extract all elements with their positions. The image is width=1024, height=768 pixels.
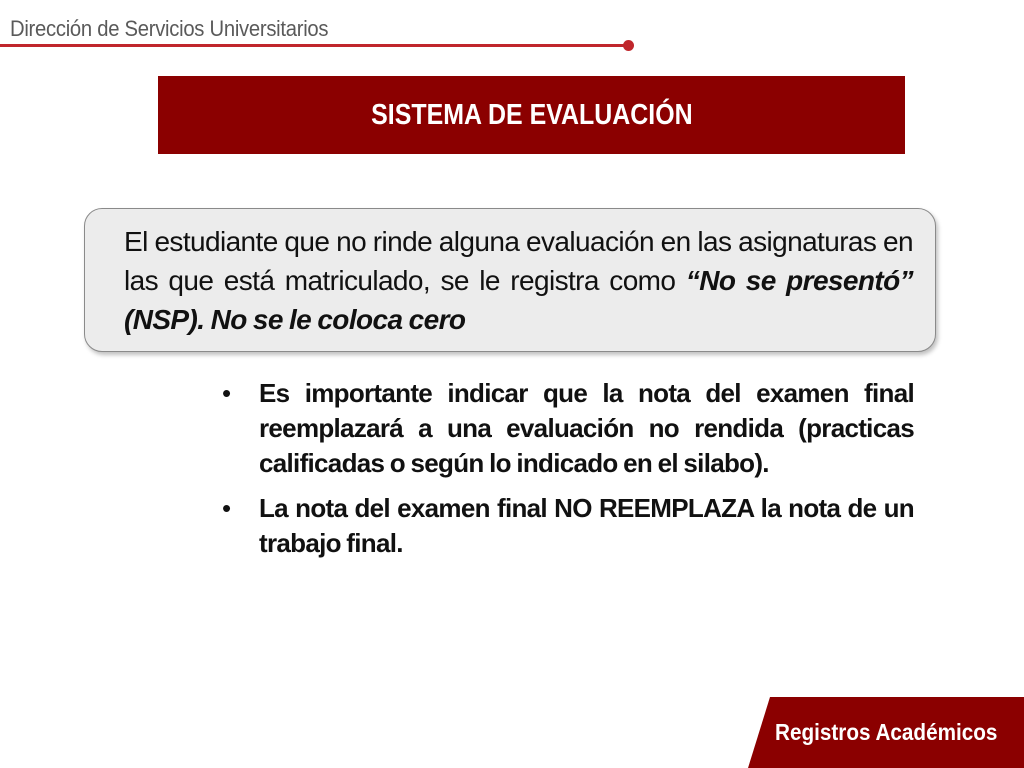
callout-text-emphasis: “No se presentó” (NSP). No se le coloca cero xyxy=(124,265,913,335)
callout-text xyxy=(124,222,913,339)
bullet-text: La nota del examen final NO REEMPLAZA la nota de un trabajo final. xyxy=(259,493,914,558)
title-banner xyxy=(158,76,905,154)
footer-label: Registros Académicos xyxy=(775,719,998,745)
bullet-marker: • xyxy=(222,493,231,523)
bullet-marker: • xyxy=(222,378,231,408)
header-organization: Dirección de Servicios Universitarios xyxy=(10,16,329,41)
bullet-text: Es importante indicar que la nota del examen final reemplazará a una evaluación no rendida (practicas calificadas o según lo indicado en el silabo). xyxy=(259,378,914,478)
page-title: SISTEMA DE EVALUACIÓN xyxy=(370,98,693,131)
bullet-item xyxy=(222,376,914,481)
bullet-list xyxy=(222,376,914,571)
header-divider-dot xyxy=(623,40,634,51)
callout-text-plain: El estudiante que no rinde alguna evaluación en las asignaturas en las que está matriculado, se le registra como xyxy=(124,226,913,296)
header-divider-line xyxy=(0,44,630,47)
bullet-item xyxy=(222,491,914,561)
